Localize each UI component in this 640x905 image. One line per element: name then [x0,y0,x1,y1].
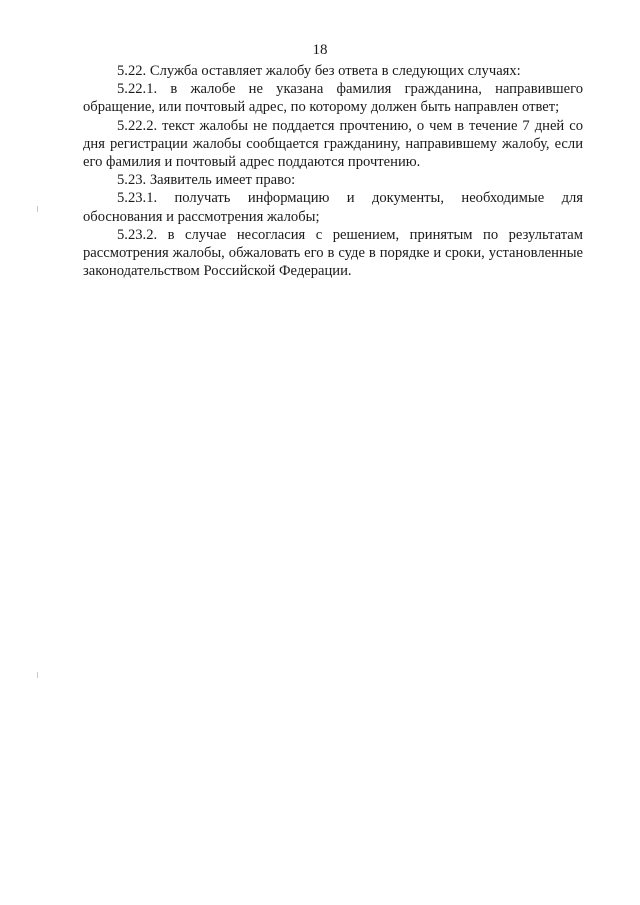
document-body [83,62,583,280]
scan-margin-mark [37,672,38,678]
paragraph-5-23-1: 5.23.1. получать информацию и документы, необходимые для обоснования и рассмотрения жалобы; [83,190,583,225]
paragraph-5-22-2: 5.22.2. текст жалобы не поддается прочтению, о чем в течение 7 дней со дня регистрации жалобы сообщается гражданину, направившему жалобу, если его фамилия и почтовый адрес поддаются прочтению. [83,117,583,171]
paragraph-5-22-1: 5.22.1. в жалобе не указана фамилия гражданина, направившего обращение, или почтовый адрес, по которому должен быть направлен ответ; [83,81,583,116]
page-number: 18 [312,42,328,58]
paragraph-5-23: 5.23. Заявитель имеет право: [117,172,296,189]
paragraph-5-23-2: 5.23.2. в случае несогласия с решением, принятым по результатам рассмотрения жалобы, обжаловать его в суде в порядке и сроки, установленные законодательством Российской Федерации. [83,226,583,280]
paragraph-5-22: 5.22. Служба оставляет жалобу без ответа в следующих случаях: [117,63,521,79]
scan-margin-mark [37,206,38,212]
